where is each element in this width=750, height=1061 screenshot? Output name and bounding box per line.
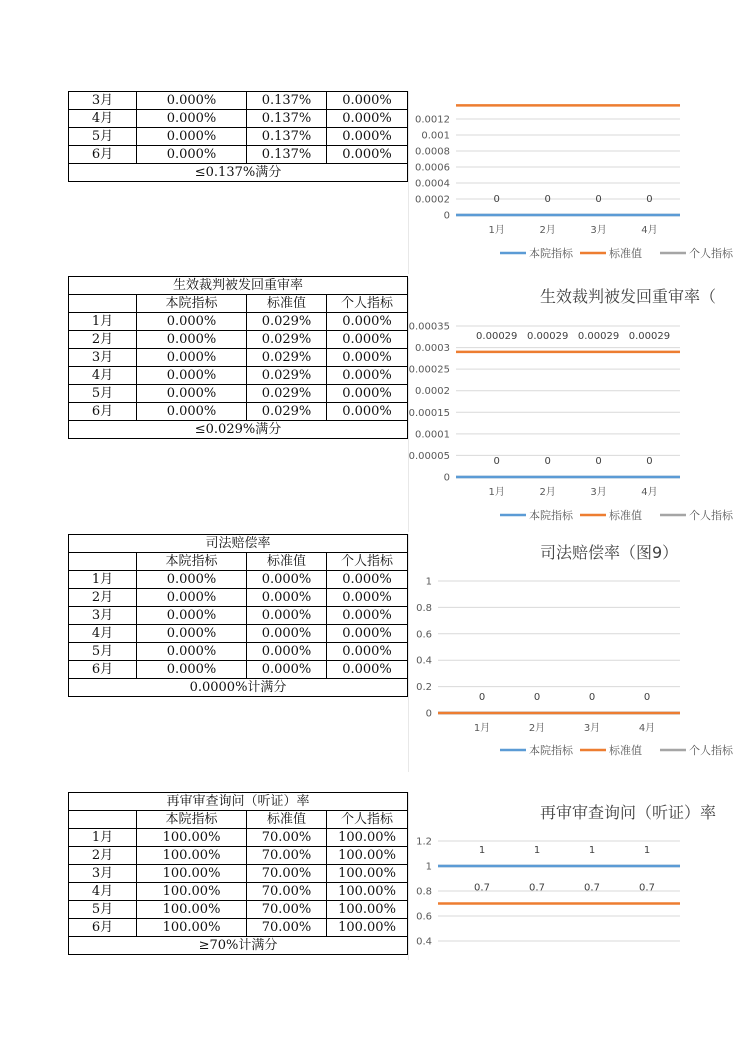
y-tick-label: 0.00025	[408, 364, 450, 376]
standard-value-cell: 0.029%	[247, 313, 327, 331]
hospital-value-cell: 100.00%	[137, 883, 247, 901]
month-cell: 2月	[69, 331, 137, 349]
chart-svg	[408, 792, 717, 960]
personal-value-cell: 0.000%	[327, 92, 408, 110]
x-tick-label: 2月	[539, 225, 556, 236]
legend-label: 本院指标	[529, 247, 573, 260]
y-tick-label: 0.8	[416, 886, 432, 898]
table-row	[69, 403, 408, 421]
x-tick-label: 1月	[473, 723, 491, 734]
y-tick-label: 0.00035	[408, 321, 450, 333]
month-cell: 2月	[69, 589, 137, 607]
legend-label: 个人指标	[689, 247, 733, 260]
table-row	[69, 313, 408, 331]
y-tick-label: 0	[443, 472, 450, 484]
table-body	[69, 277, 408, 439]
chart-3	[408, 534, 733, 772]
y-tick-label: 0.6	[416, 629, 432, 641]
month-cell: 3月	[69, 607, 137, 625]
hospital-value-cell: 0.000%	[137, 92, 247, 110]
x-tick-label: 4月	[638, 723, 656, 734]
data-label: 0	[544, 456, 551, 467]
chart-svg	[408, 534, 733, 772]
table-title-row	[69, 793, 408, 811]
data-label: 0	[588, 692, 596, 703]
chart-2	[408, 278, 733, 532]
y-tick-label: 0.0012	[415, 114, 450, 126]
standard-value-cell: 0.029%	[247, 367, 327, 385]
table-footer-row	[69, 679, 408, 697]
x-tick-label: 4月	[641, 487, 658, 498]
standard-value-cell: 0.137%	[247, 128, 327, 146]
header-personal: 个人指标	[327, 553, 408, 571]
hospital-value-cell: 0.000%	[137, 110, 247, 128]
hospital-value-cell: 0.000%	[137, 128, 247, 146]
data-label: 0	[643, 692, 651, 703]
table-footer: ≥70%计满分	[69, 937, 408, 955]
personal-value-cell: 0.000%	[327, 146, 408, 164]
y-tick-label: 1	[425, 861, 432, 873]
table-row	[69, 110, 408, 128]
standard-value-cell: 70.00%	[247, 829, 327, 847]
hospital-value-cell: 0.000%	[137, 571, 247, 589]
y-tick-label: 0.0006	[415, 162, 450, 174]
y-tick-label: 0.8	[416, 602, 432, 614]
standard-value-cell: 70.00%	[247, 919, 327, 937]
y-tick-label: 0	[425, 708, 432, 720]
month-cell: 1月	[69, 829, 137, 847]
data-label: 0	[478, 692, 486, 703]
y-tick-label: 0.0001	[415, 429, 450, 441]
hospital-value-cell: 0.000%	[137, 625, 247, 643]
legend-label: 标准值	[609, 744, 642, 757]
chart-title: 生效裁判被发回重审率（	[540, 287, 717, 306]
month-cell: 4月	[69, 110, 137, 128]
header-empty	[69, 811, 137, 829]
table-row	[69, 367, 408, 385]
chart-title: 司法赔偿率（图9）	[540, 543, 679, 562]
hospital-value-cell: 0.000%	[137, 313, 247, 331]
legend-label: 本院指标	[529, 509, 573, 522]
hospital-value-cell: 0.000%	[137, 367, 247, 385]
table-row	[69, 349, 408, 367]
table-section-2	[68, 276, 408, 439]
table-title-row	[69, 535, 408, 553]
personal-value-cell: 100.00%	[327, 883, 408, 901]
month-cell: 5月	[69, 385, 137, 403]
chart-title: 再审审查询问（听证）率	[540, 803, 717, 822]
x-tick-label: 3月	[583, 723, 601, 734]
header-standard: 标准值	[247, 811, 327, 829]
y-tick-label: 0.00005	[408, 450, 450, 462]
chart-svg	[408, 278, 733, 532]
x-tick-label: 3月	[590, 225, 607, 236]
hospital-value-cell: 0.000%	[137, 146, 247, 164]
table-footer-row	[69, 164, 408, 182]
standard-value-cell: 0.029%	[247, 403, 327, 421]
hospital-value-cell: 0.000%	[137, 607, 247, 625]
x-tick-label: 4月	[641, 225, 658, 236]
personal-value-cell: 0.000%	[327, 661, 408, 679]
standard-value-cell: 0.137%	[247, 146, 327, 164]
table-row	[69, 643, 408, 661]
table-row	[69, 571, 408, 589]
table-row	[69, 92, 408, 110]
y-tick-label: 0.2	[416, 682, 432, 694]
header-personal: 个人指标	[327, 811, 408, 829]
hospital-value-cell: 0.000%	[137, 385, 247, 403]
header-standard: 标准值	[247, 553, 327, 571]
legend-label: 个人指标	[689, 744, 733, 757]
table-section-1	[68, 91, 408, 182]
personal-value-cell: 0.000%	[327, 385, 408, 403]
month-cell: 6月	[69, 919, 137, 937]
y-tick-label: 0.0003	[415, 343, 450, 355]
hospital-value-cell: 100.00%	[137, 919, 247, 937]
y-tick-label: 0	[443, 210, 450, 222]
hospital-value-cell: 100.00%	[137, 847, 247, 865]
x-tick-label: 3月	[590, 487, 607, 498]
personal-value-cell: 0.000%	[327, 331, 408, 349]
table-section-4	[68, 792, 408, 955]
y-tick-label: 1	[425, 576, 432, 588]
table-row	[69, 385, 408, 403]
month-cell: 2月	[69, 847, 137, 865]
data-label: 0	[646, 194, 653, 205]
table-row	[69, 829, 408, 847]
hospital-value-cell: 0.000%	[137, 331, 247, 349]
data-label: 0	[493, 456, 500, 467]
hospital-value-cell: 100.00%	[137, 901, 247, 919]
table-header-row	[69, 295, 408, 313]
personal-value-cell: 0.000%	[327, 607, 408, 625]
data-label: 0.00029	[476, 330, 518, 342]
data-label: 0.00029	[526, 330, 569, 342]
x-tick-label: 2月	[539, 487, 556, 498]
personal-value-cell: 0.000%	[327, 313, 408, 331]
table-row	[69, 128, 408, 146]
month-cell: 6月	[69, 403, 137, 421]
month-cell: 3月	[69, 865, 137, 883]
month-cell: 6月	[69, 661, 137, 679]
data-label: 0	[646, 456, 653, 467]
y-tick-label: 0.4	[416, 936, 432, 948]
standard-value-cell: 0.029%	[247, 385, 327, 403]
y-tick-label: 0.0002	[415, 386, 450, 398]
data-label: 0.00029	[577, 330, 620, 342]
month-cell: 4月	[69, 367, 137, 385]
table-title-row	[69, 277, 408, 295]
y-tick-label: 0.6	[416, 911, 432, 923]
chart-svg	[408, 91, 733, 274]
table-footer: ≤0.029%满分	[69, 421, 408, 439]
hospital-value-cell: 0.000%	[137, 589, 247, 607]
hospital-value-cell: 0.000%	[137, 661, 247, 679]
standard-value-cell: 70.00%	[247, 865, 327, 883]
y-tick-label: 0.001	[421, 130, 450, 142]
month-cell: 6月	[69, 146, 137, 164]
table-row	[69, 865, 408, 883]
header-empty	[69, 553, 137, 571]
table-row	[69, 625, 408, 643]
header-empty	[69, 295, 137, 313]
data-label: 0.7	[474, 882, 490, 894]
x-tick-label: 2月	[528, 723, 546, 734]
personal-value-cell: 0.000%	[327, 571, 408, 589]
standard-value-cell: 0.000%	[247, 625, 327, 643]
personal-value-cell: 100.00%	[327, 847, 408, 865]
month-cell: 1月	[69, 571, 137, 589]
x-tick-label: 1月	[488, 487, 505, 498]
data-label: 1	[588, 845, 596, 856]
legend-label: 标准值	[609, 247, 642, 260]
y-tick-label: 0.0008	[415, 146, 450, 158]
hospital-value-cell: 0.000%	[137, 643, 247, 661]
table-title: 生效裁判被发回重审率	[69, 277, 408, 295]
personal-value-cell: 100.00%	[327, 919, 408, 937]
hospital-value-cell: 0.000%	[137, 349, 247, 367]
data-label: 0	[544, 194, 551, 205]
data-label: 0	[595, 194, 602, 205]
table-footer: ≤0.137%满分	[69, 164, 408, 182]
standard-value-cell: 0.000%	[247, 607, 327, 625]
table-header-row	[69, 811, 408, 829]
table-row	[69, 146, 408, 164]
data-label: 0.7	[584, 882, 600, 894]
table-row	[69, 331, 408, 349]
header-personal: 个人指标	[327, 295, 408, 313]
standard-value-cell: 0.000%	[247, 661, 327, 679]
header-hospital: 本院指标	[137, 553, 247, 571]
personal-value-cell: 100.00%	[327, 865, 408, 883]
hospital-value-cell: 100.00%	[137, 829, 247, 847]
data-label: 1	[643, 845, 651, 856]
table-row	[69, 919, 408, 937]
table-row	[69, 589, 408, 607]
x-tick-label: 1月	[488, 225, 505, 236]
month-cell: 5月	[69, 128, 137, 146]
table-footer: 0.0000%计满分	[69, 679, 408, 697]
personal-value-cell: 0.000%	[327, 110, 408, 128]
data-label: 1	[533, 845, 541, 856]
data-label: 0.7	[639, 882, 655, 894]
personal-value-cell: 0.000%	[327, 349, 408, 367]
data-label: 0.00029	[628, 330, 671, 342]
standard-value-cell: 0.000%	[247, 589, 327, 607]
table-header-row	[69, 553, 408, 571]
y-tick-label: 0.4	[416, 655, 432, 667]
data-label: 0.7	[529, 882, 545, 894]
table-row	[69, 883, 408, 901]
data-label: 1	[478, 845, 486, 856]
month-cell: 1月	[69, 313, 137, 331]
standard-value-cell: 0.000%	[247, 643, 327, 661]
legend-label: 本院指标	[529, 744, 573, 757]
legend-label: 个人指标	[689, 509, 733, 522]
table-body	[69, 535, 408, 697]
legend-label: 标准值	[609, 509, 642, 522]
data-label: 0	[493, 194, 500, 205]
header-hospital: 本院指标	[137, 295, 247, 313]
table-section-3	[68, 534, 408, 697]
standard-value-cell: 0.029%	[247, 331, 327, 349]
table-row	[69, 661, 408, 679]
standard-value-cell: 70.00%	[247, 847, 327, 865]
hospital-value-cell: 0.000%	[137, 403, 247, 421]
month-cell: 4月	[69, 883, 137, 901]
header-hospital: 本院指标	[137, 811, 247, 829]
standard-value-cell: 70.00%	[247, 901, 327, 919]
month-cell: 4月	[69, 625, 137, 643]
personal-value-cell: 100.00%	[327, 901, 408, 919]
personal-value-cell: 0.000%	[327, 128, 408, 146]
table-body	[69, 793, 408, 955]
table-title: 司法赔偿率	[69, 535, 408, 553]
data-label: 0	[595, 456, 602, 467]
month-cell: 5月	[69, 901, 137, 919]
y-tick-label: 0.0002	[415, 194, 450, 206]
standard-value-cell: 0.000%	[247, 571, 327, 589]
chart-1	[408, 91, 733, 274]
table-row	[69, 607, 408, 625]
data-label: 0	[533, 692, 541, 703]
month-cell: 3月	[69, 349, 137, 367]
personal-value-cell: 100.00%	[327, 829, 408, 847]
standard-value-cell: 0.137%	[247, 110, 327, 128]
chart-4	[408, 792, 717, 960]
header-standard: 标准值	[247, 295, 327, 313]
standard-value-cell: 70.00%	[247, 883, 327, 901]
table-row	[69, 901, 408, 919]
y-tick-label: 0.00015	[408, 407, 450, 419]
standard-value-cell: 0.137%	[247, 92, 327, 110]
y-tick-label: 0.0004	[415, 178, 450, 190]
table-footer-row	[69, 937, 408, 955]
personal-value-cell: 0.000%	[327, 625, 408, 643]
month-cell: 5月	[69, 643, 137, 661]
personal-value-cell: 0.000%	[327, 589, 408, 607]
personal-value-cell: 0.000%	[327, 367, 408, 385]
table-body	[69, 92, 408, 182]
table-title: 再审审查询问（听证）率	[69, 793, 408, 811]
y-tick-label: 1.2	[416, 836, 432, 848]
table-footer-row	[69, 421, 408, 439]
personal-value-cell: 0.000%	[327, 403, 408, 421]
standard-value-cell: 0.029%	[247, 349, 327, 367]
table-row	[69, 847, 408, 865]
hospital-value-cell: 100.00%	[137, 865, 247, 883]
personal-value-cell: 0.000%	[327, 643, 408, 661]
month-cell: 3月	[69, 92, 137, 110]
